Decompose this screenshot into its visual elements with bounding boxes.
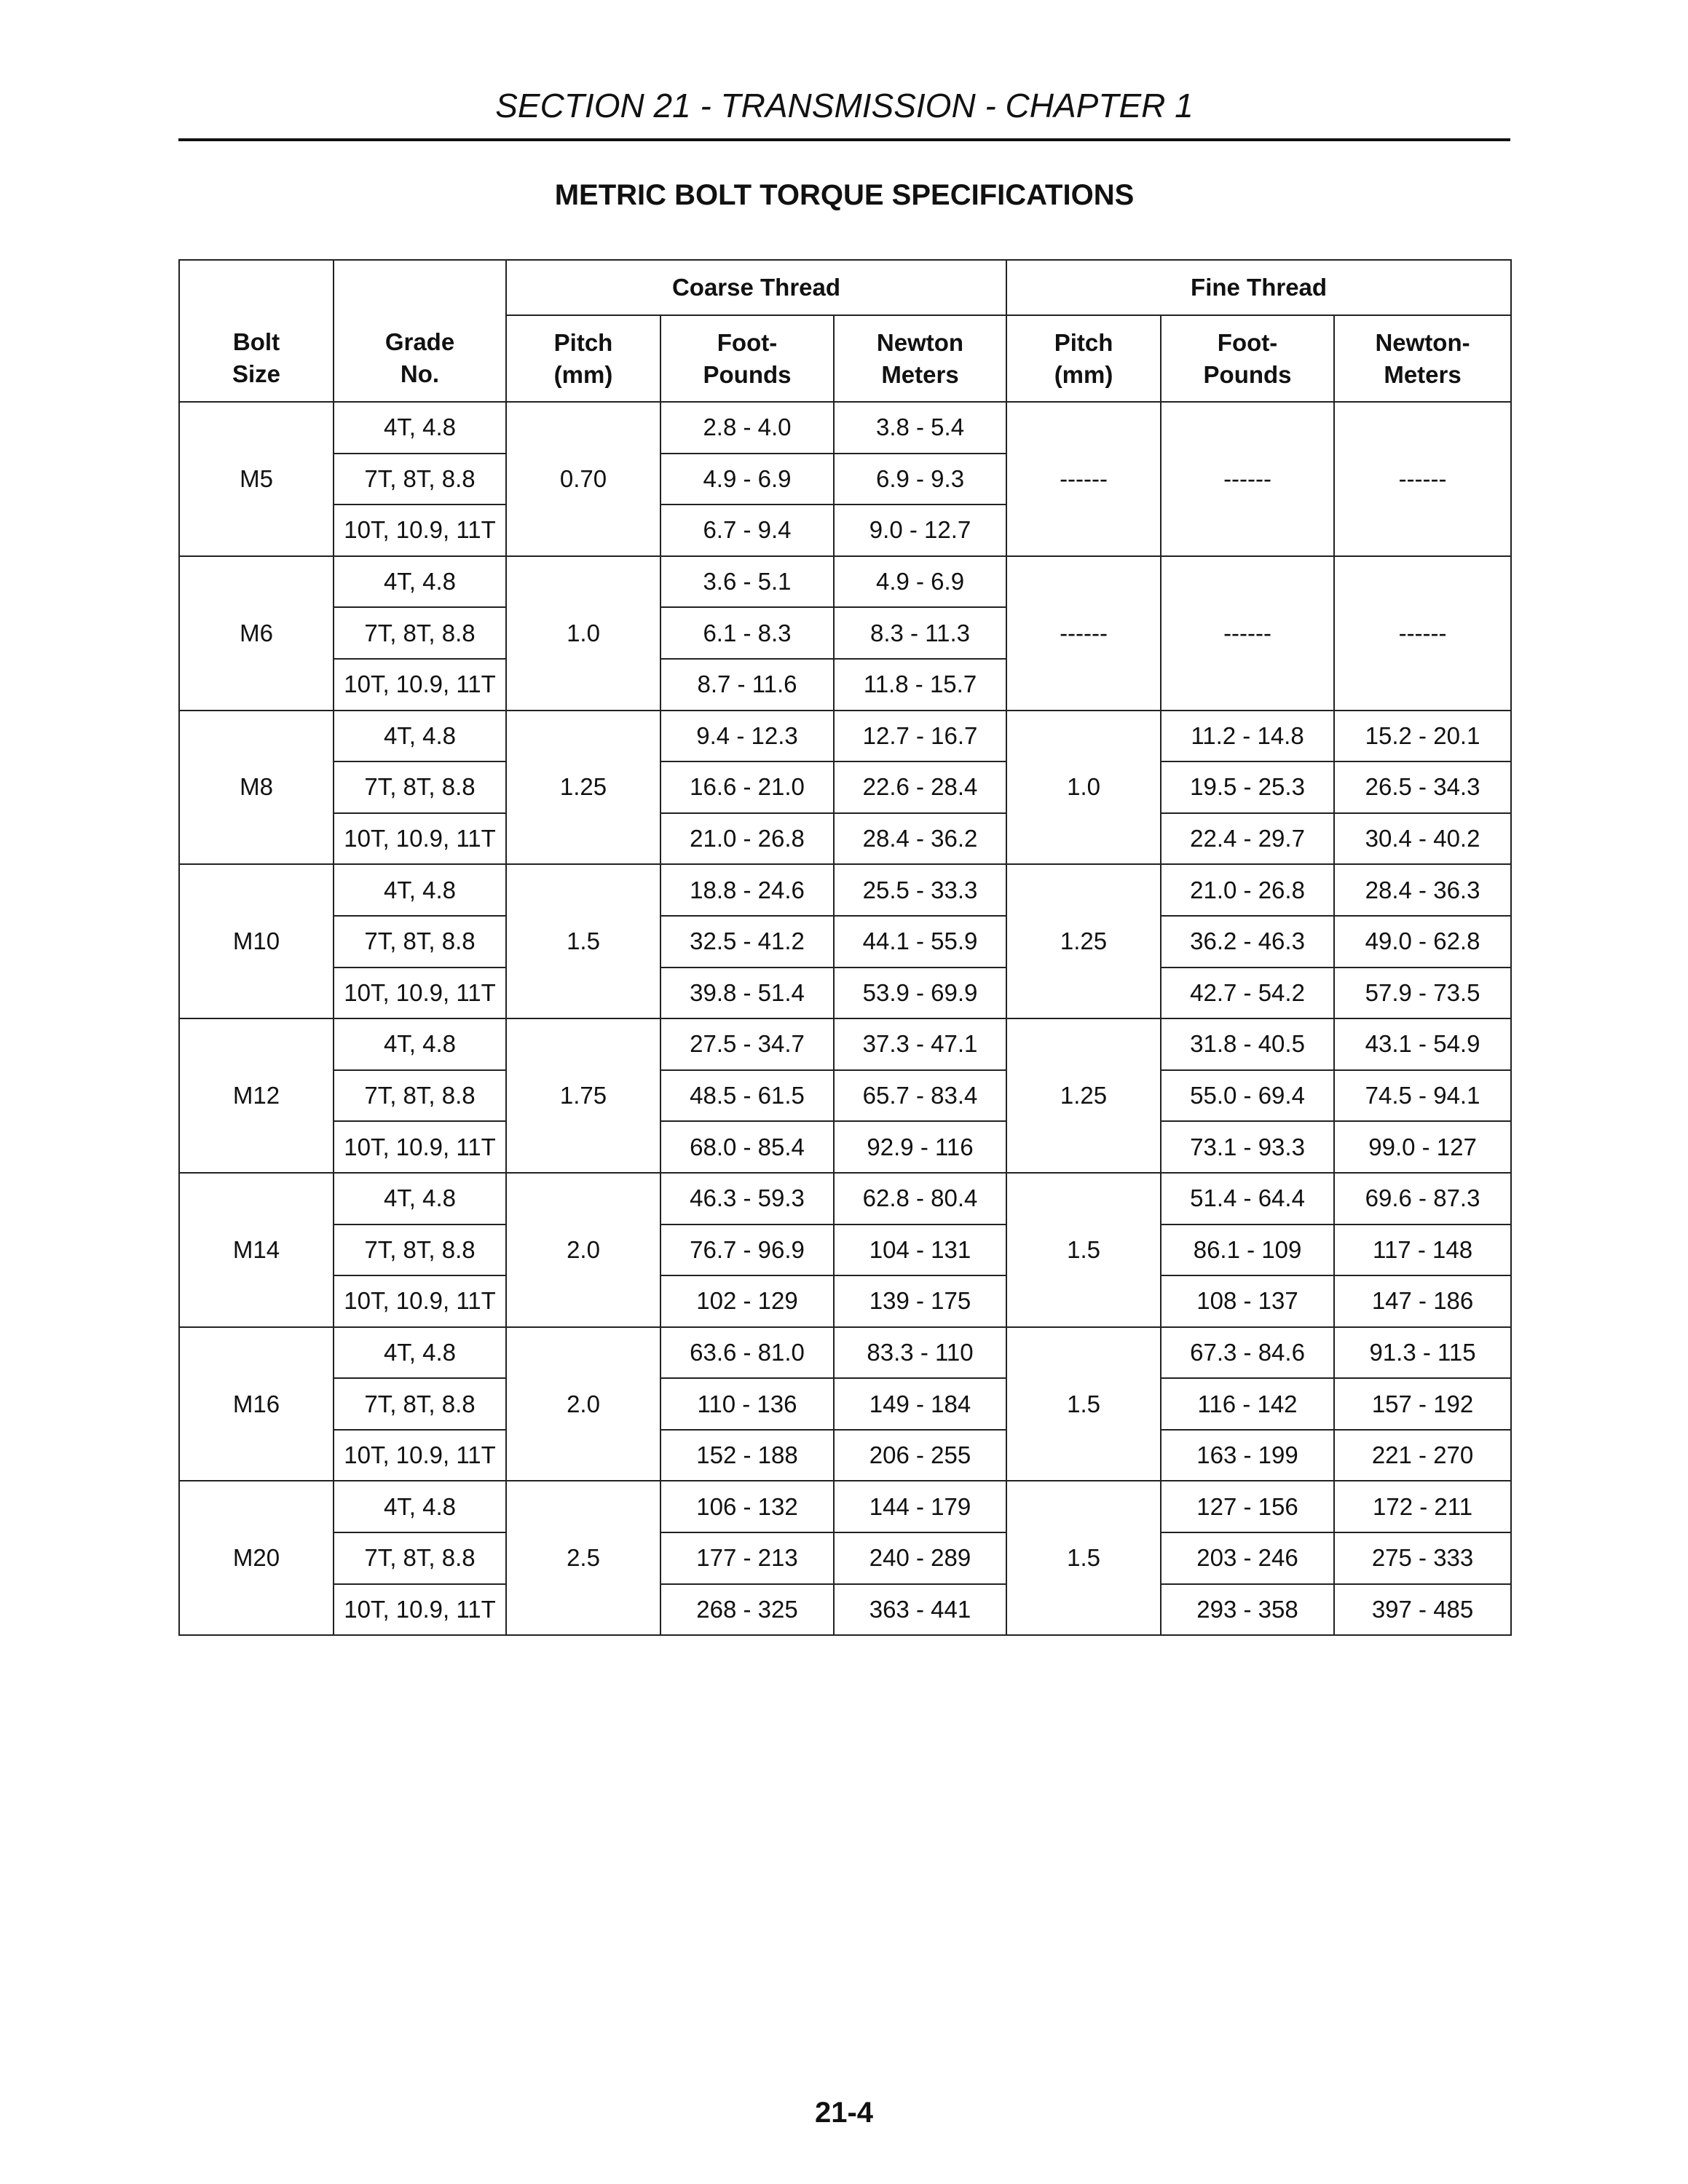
coarse-pitch-cell: 2.0 bbox=[506, 1173, 660, 1327]
fine-foot-pounds-cell: 55.0 - 69.4 bbox=[1161, 1070, 1334, 1122]
bolt-size-cell: M6 bbox=[179, 556, 334, 711]
coarse-newton-meters-cell: 4.9 - 6.9 bbox=[834, 556, 1006, 608]
fine-newton-meters-cell: 99.0 - 127 bbox=[1334, 1121, 1511, 1173]
coarse-newton-meters-cell: 144 - 179 bbox=[834, 1481, 1006, 1532]
fine-newton-meters-cell: 91.3 - 115 bbox=[1334, 1327, 1511, 1379]
grade-header: Grade No. bbox=[334, 315, 506, 402]
fine-foot-pounds-cell: 127 - 156 bbox=[1161, 1481, 1334, 1532]
table-row bbox=[179, 1327, 1511, 1379]
coarse-foot-pounds-cell: 32.5 - 41.2 bbox=[660, 916, 834, 968]
coarse-foot-pounds-cell: 18.8 - 24.6 bbox=[660, 864, 834, 916]
fine-newton-meters-cell: 172 - 211 bbox=[1334, 1481, 1511, 1532]
fine-foot-pounds-cell: 22.4 - 29.7 bbox=[1161, 813, 1334, 865]
coarse-foot-pounds-cell: 27.5 - 34.7 bbox=[660, 1018, 834, 1070]
coarse-pitch-cell: 2.0 bbox=[506, 1327, 660, 1481]
coarse-newton-meters-cell: 25.5 - 33.3 bbox=[834, 864, 1006, 916]
fine-foot-pounds-cell: 116 - 142 bbox=[1161, 1378, 1334, 1430]
fine-pitch-cell: 1.25 bbox=[1006, 1018, 1161, 1173]
coarse-newton-meters-cell: 92.9 - 116 bbox=[834, 1121, 1006, 1173]
fine-newton-meters-cell: 28.4 - 36.3 bbox=[1334, 864, 1511, 916]
coarse-foot-pounds-cell: 68.0 - 85.4 bbox=[660, 1121, 834, 1173]
fine-newton-meters-cell: 397 - 485 bbox=[1334, 1584, 1511, 1636]
table-row bbox=[179, 761, 1511, 813]
coarse-pitch-cell: 1.0 bbox=[506, 556, 660, 711]
grade-cell: 10T, 10.9, 11T bbox=[334, 1121, 506, 1173]
grade-cell: 4T, 4.8 bbox=[334, 556, 506, 608]
grade-cell: 10T, 10.9, 11T bbox=[334, 813, 506, 865]
grade-cell: 7T, 8T, 8.8 bbox=[334, 1378, 506, 1430]
coarse-foot-pounds-cell: 177 - 213 bbox=[660, 1532, 834, 1584]
fine-newton-meters-cell: 57.9 - 73.5 bbox=[1334, 968, 1511, 1019]
fine-foot-pounds-header: Foot- Pounds bbox=[1161, 315, 1334, 402]
coarse-pitch-cell: 0.70 bbox=[506, 402, 660, 556]
coarse-newton-meters-cell: 206 - 255 bbox=[834, 1430, 1006, 1481]
fine-newton-meters-cell: 74.5 - 94.1 bbox=[1334, 1070, 1511, 1122]
fine-newton-meters-header: Newton- Meters bbox=[1334, 315, 1511, 402]
table-row bbox=[179, 1018, 1511, 1070]
coarse-newton-meters-cell: 149 - 184 bbox=[834, 1378, 1006, 1430]
fine-foot-pounds-cell: 293 - 358 bbox=[1161, 1584, 1334, 1636]
page-number: 21-4 bbox=[814, 2097, 874, 2129]
coarse-foot-pounds-cell: 4.9 - 6.9 bbox=[660, 454, 834, 505]
coarse-foot-pounds-cell: 16.6 - 21.0 bbox=[660, 761, 834, 813]
table-row bbox=[179, 1532, 1511, 1584]
table-row bbox=[179, 711, 1511, 762]
bolt-size-cell: M10 bbox=[179, 864, 334, 1018]
coarse-newton-meters-cell: 53.9 - 69.9 bbox=[834, 968, 1006, 1019]
fine-newton-meters-cell: 26.5 - 34.3 bbox=[1334, 761, 1511, 813]
fine-foot-pounds-cell: ------ bbox=[1161, 402, 1334, 556]
fine-newton-meters-cell: 69.6 - 87.3 bbox=[1334, 1173, 1511, 1224]
fine-newton-meters-cell: 43.1 - 54.9 bbox=[1334, 1018, 1511, 1070]
group-header-row bbox=[179, 260, 1511, 315]
fine-pitch-cell: 1.5 bbox=[1006, 1481, 1161, 1635]
grade-cell: 4T, 4.8 bbox=[334, 864, 506, 916]
table-row bbox=[179, 1173, 1511, 1224]
coarse-newton-meters-cell: 240 - 289 bbox=[834, 1532, 1006, 1584]
coarse-pitch-cell: 1.75 bbox=[506, 1018, 660, 1173]
grade-cell: 7T, 8T, 8.8 bbox=[334, 761, 506, 813]
fine-pitch-header: Pitch (mm) bbox=[1006, 315, 1161, 402]
fine-newton-meters-cell: 117 - 148 bbox=[1334, 1224, 1511, 1276]
fine-foot-pounds-cell: 36.2 - 46.3 bbox=[1161, 916, 1334, 968]
coarse-newton-meters-header: Newton Meters bbox=[834, 315, 1006, 402]
coarse-newton-meters-cell: 22.6 - 28.4 bbox=[834, 761, 1006, 813]
table-row bbox=[179, 1378, 1511, 1430]
coarse-pitch-header: Pitch (mm) bbox=[506, 315, 660, 402]
grade-cell: 10T, 10.9, 11T bbox=[334, 659, 506, 711]
coarse-pitch-cell: 1.5 bbox=[506, 864, 660, 1018]
fine-foot-pounds-cell: ------ bbox=[1161, 556, 1334, 711]
coarse-newton-meters-cell: 28.4 - 36.2 bbox=[834, 813, 1006, 865]
coarse-foot-pounds-cell: 63.6 - 81.0 bbox=[660, 1327, 834, 1379]
grade-cell: 4T, 4.8 bbox=[334, 1173, 506, 1224]
fine-foot-pounds-cell: 42.7 - 54.2 bbox=[1161, 968, 1334, 1019]
coarse-foot-pounds-cell: 152 - 188 bbox=[660, 1430, 834, 1481]
grade-cell: 10T, 10.9, 11T bbox=[334, 968, 506, 1019]
fine-foot-pounds-cell: 67.3 - 84.6 bbox=[1161, 1327, 1334, 1379]
fine-foot-pounds-cell: 108 - 137 bbox=[1161, 1275, 1334, 1327]
fine-newton-meters-cell: 275 - 333 bbox=[1334, 1532, 1511, 1584]
grade-cell: 7T, 8T, 8.8 bbox=[334, 1224, 506, 1276]
table-row bbox=[179, 1121, 1511, 1173]
table-row bbox=[179, 1070, 1511, 1122]
grade-cell: 7T, 8T, 8.8 bbox=[334, 607, 506, 659]
coarse-foot-pounds-cell: 6.1 - 8.3 bbox=[660, 607, 834, 659]
blank-header-cell bbox=[179, 260, 334, 315]
coarse-foot-pounds-cell: 102 - 129 bbox=[660, 1275, 834, 1327]
fine-newton-meters-cell: 147 - 186 bbox=[1334, 1275, 1511, 1327]
column-header-row bbox=[179, 315, 1511, 402]
table-row bbox=[179, 1430, 1511, 1481]
coarse-newton-meters-cell: 62.8 - 80.4 bbox=[834, 1173, 1006, 1224]
table-row bbox=[179, 1275, 1511, 1327]
coarse-foot-pounds-cell: 39.8 - 51.4 bbox=[660, 968, 834, 1019]
bolt-size-cell: M12 bbox=[179, 1018, 334, 1173]
table-row bbox=[179, 916, 1511, 968]
coarse-foot-pounds-cell: 21.0 - 26.8 bbox=[660, 813, 834, 865]
coarse-newton-meters-cell: 12.7 - 16.7 bbox=[834, 711, 1006, 762]
fine-foot-pounds-cell: 51.4 - 64.4 bbox=[1161, 1173, 1334, 1224]
fine-foot-pounds-cell: 31.8 - 40.5 bbox=[1161, 1018, 1334, 1070]
coarse-foot-pounds-cell: 48.5 - 61.5 bbox=[660, 1070, 834, 1122]
fine-pitch-cell: ------ bbox=[1006, 402, 1161, 556]
fine-foot-pounds-cell: 21.0 - 26.8 bbox=[1161, 864, 1334, 916]
coarse-pitch-cell: 1.25 bbox=[506, 711, 660, 865]
bolt-size-cell: M20 bbox=[179, 1481, 334, 1635]
coarse-newton-meters-cell: 3.8 - 5.4 bbox=[834, 402, 1006, 454]
grade-cell: 10T, 10.9, 11T bbox=[334, 1584, 506, 1636]
fine-pitch-cell: 1.5 bbox=[1006, 1173, 1161, 1327]
grade-cell: 7T, 8T, 8.8 bbox=[334, 1070, 506, 1122]
fine-newton-meters-cell: ------ bbox=[1334, 556, 1511, 711]
grade-cell: 7T, 8T, 8.8 bbox=[334, 454, 506, 505]
coarse-foot-pounds-cell: 9.4 - 12.3 bbox=[660, 711, 834, 762]
coarse-newton-meters-cell: 11.8 - 15.7 bbox=[834, 659, 1006, 711]
coarse-newton-meters-cell: 83.3 - 110 bbox=[834, 1327, 1006, 1379]
bolt-size-cell: M5 bbox=[179, 402, 334, 556]
table-row bbox=[179, 864, 1511, 916]
coarse-foot-pounds-header: Foot- Pounds bbox=[660, 315, 834, 402]
coarse-newton-meters-cell: 9.0 - 12.7 bbox=[834, 505, 1006, 556]
coarse-newton-meters-cell: 44.1 - 55.9 bbox=[834, 916, 1006, 968]
table-row bbox=[179, 813, 1511, 865]
grade-cell: 4T, 4.8 bbox=[334, 1481, 506, 1532]
fine-newton-meters-cell: 49.0 - 62.8 bbox=[1334, 916, 1511, 968]
coarse-newton-meters-cell: 104 - 131 bbox=[834, 1224, 1006, 1276]
grade-cell: 4T, 4.8 bbox=[334, 1018, 506, 1070]
coarse-pitch-cell: 2.5 bbox=[506, 1481, 660, 1635]
coarse-foot-pounds-cell: 46.3 - 59.3 bbox=[660, 1173, 834, 1224]
coarse-newton-meters-cell: 8.3 - 11.3 bbox=[834, 607, 1006, 659]
fine-foot-pounds-cell: 163 - 199 bbox=[1161, 1430, 1334, 1481]
grade-cell: 10T, 10.9, 11T bbox=[334, 1275, 506, 1327]
page-title: METRIC BOLT TORQUE SPECIFICATIONS bbox=[554, 179, 1135, 211]
bolt-size-cell: M8 bbox=[179, 711, 334, 865]
header-rule bbox=[178, 138, 1510, 141]
blank-header-cell bbox=[334, 260, 506, 315]
table-row bbox=[179, 1224, 1511, 1276]
fine-foot-pounds-cell: 86.1 - 109 bbox=[1161, 1224, 1334, 1276]
bolt-size-cell: M16 bbox=[179, 1327, 334, 1481]
table-row bbox=[179, 968, 1511, 1019]
fine-foot-pounds-cell: 203 - 246 bbox=[1161, 1532, 1334, 1584]
coarse-foot-pounds-cell: 2.8 - 4.0 bbox=[660, 402, 834, 454]
grade-cell: 7T, 8T, 8.8 bbox=[334, 916, 506, 968]
fine-pitch-cell: 1.0 bbox=[1006, 711, 1161, 865]
coarse-foot-pounds-cell: 76.7 - 96.9 bbox=[660, 1224, 834, 1276]
fine-thread-header: Fine Thread bbox=[1006, 260, 1511, 315]
table-row bbox=[179, 402, 1511, 454]
coarse-foot-pounds-cell: 268 - 325 bbox=[660, 1584, 834, 1636]
fine-foot-pounds-cell: 73.1 - 93.3 bbox=[1161, 1121, 1334, 1173]
coarse-foot-pounds-cell: 8.7 - 11.6 bbox=[660, 659, 834, 711]
fine-newton-meters-cell: 221 - 270 bbox=[1334, 1430, 1511, 1481]
fine-pitch-cell: 1.25 bbox=[1006, 864, 1161, 1018]
fine-foot-pounds-cell: 19.5 - 25.3 bbox=[1161, 761, 1334, 813]
fine-foot-pounds-cell: 11.2 - 14.8 bbox=[1161, 711, 1334, 762]
coarse-newton-meters-cell: 6.9 - 9.3 bbox=[834, 454, 1006, 505]
coarse-newton-meters-cell: 65.7 - 83.4 bbox=[834, 1070, 1006, 1122]
coarse-foot-pounds-cell: 3.6 - 5.1 bbox=[660, 556, 834, 608]
table-row bbox=[179, 556, 1511, 608]
grade-cell: 4T, 4.8 bbox=[334, 402, 506, 454]
bolt-size-header: Bolt Size bbox=[179, 315, 334, 402]
grade-cell: 4T, 4.8 bbox=[334, 1327, 506, 1379]
coarse-thread-header: Coarse Thread bbox=[506, 260, 1006, 315]
coarse-newton-meters-cell: 363 - 441 bbox=[834, 1584, 1006, 1636]
table-row bbox=[179, 1584, 1511, 1636]
torque-spec-table bbox=[178, 259, 1512, 1636]
bolt-size-cell: M14 bbox=[179, 1173, 334, 1327]
coarse-foot-pounds-cell: 6.7 - 9.4 bbox=[660, 505, 834, 556]
grade-cell: 4T, 4.8 bbox=[334, 711, 506, 762]
fine-pitch-cell: 1.5 bbox=[1006, 1327, 1161, 1481]
coarse-foot-pounds-cell: 110 - 136 bbox=[660, 1378, 834, 1430]
fine-newton-meters-cell: 30.4 - 40.2 bbox=[1334, 813, 1511, 865]
section-header: SECTION 21 - TRANSMISSION - CHAPTER 1 bbox=[495, 87, 1194, 124]
grade-cell: 10T, 10.9, 11T bbox=[334, 505, 506, 556]
coarse-newton-meters-cell: 37.3 - 47.1 bbox=[834, 1018, 1006, 1070]
coarse-foot-pounds-cell: 106 - 132 bbox=[660, 1481, 834, 1532]
fine-pitch-cell: ------ bbox=[1006, 556, 1161, 711]
fine-newton-meters-cell: ------ bbox=[1334, 402, 1511, 556]
coarse-newton-meters-cell: 139 - 175 bbox=[834, 1275, 1006, 1327]
fine-newton-meters-cell: 157 - 192 bbox=[1334, 1378, 1511, 1430]
grade-cell: 10T, 10.9, 11T bbox=[334, 1430, 506, 1481]
table-row bbox=[179, 1481, 1511, 1532]
grade-cell: 7T, 8T, 8.8 bbox=[334, 1532, 506, 1584]
fine-newton-meters-cell: 15.2 - 20.1 bbox=[1334, 711, 1511, 762]
table-body bbox=[179, 402, 1511, 1635]
